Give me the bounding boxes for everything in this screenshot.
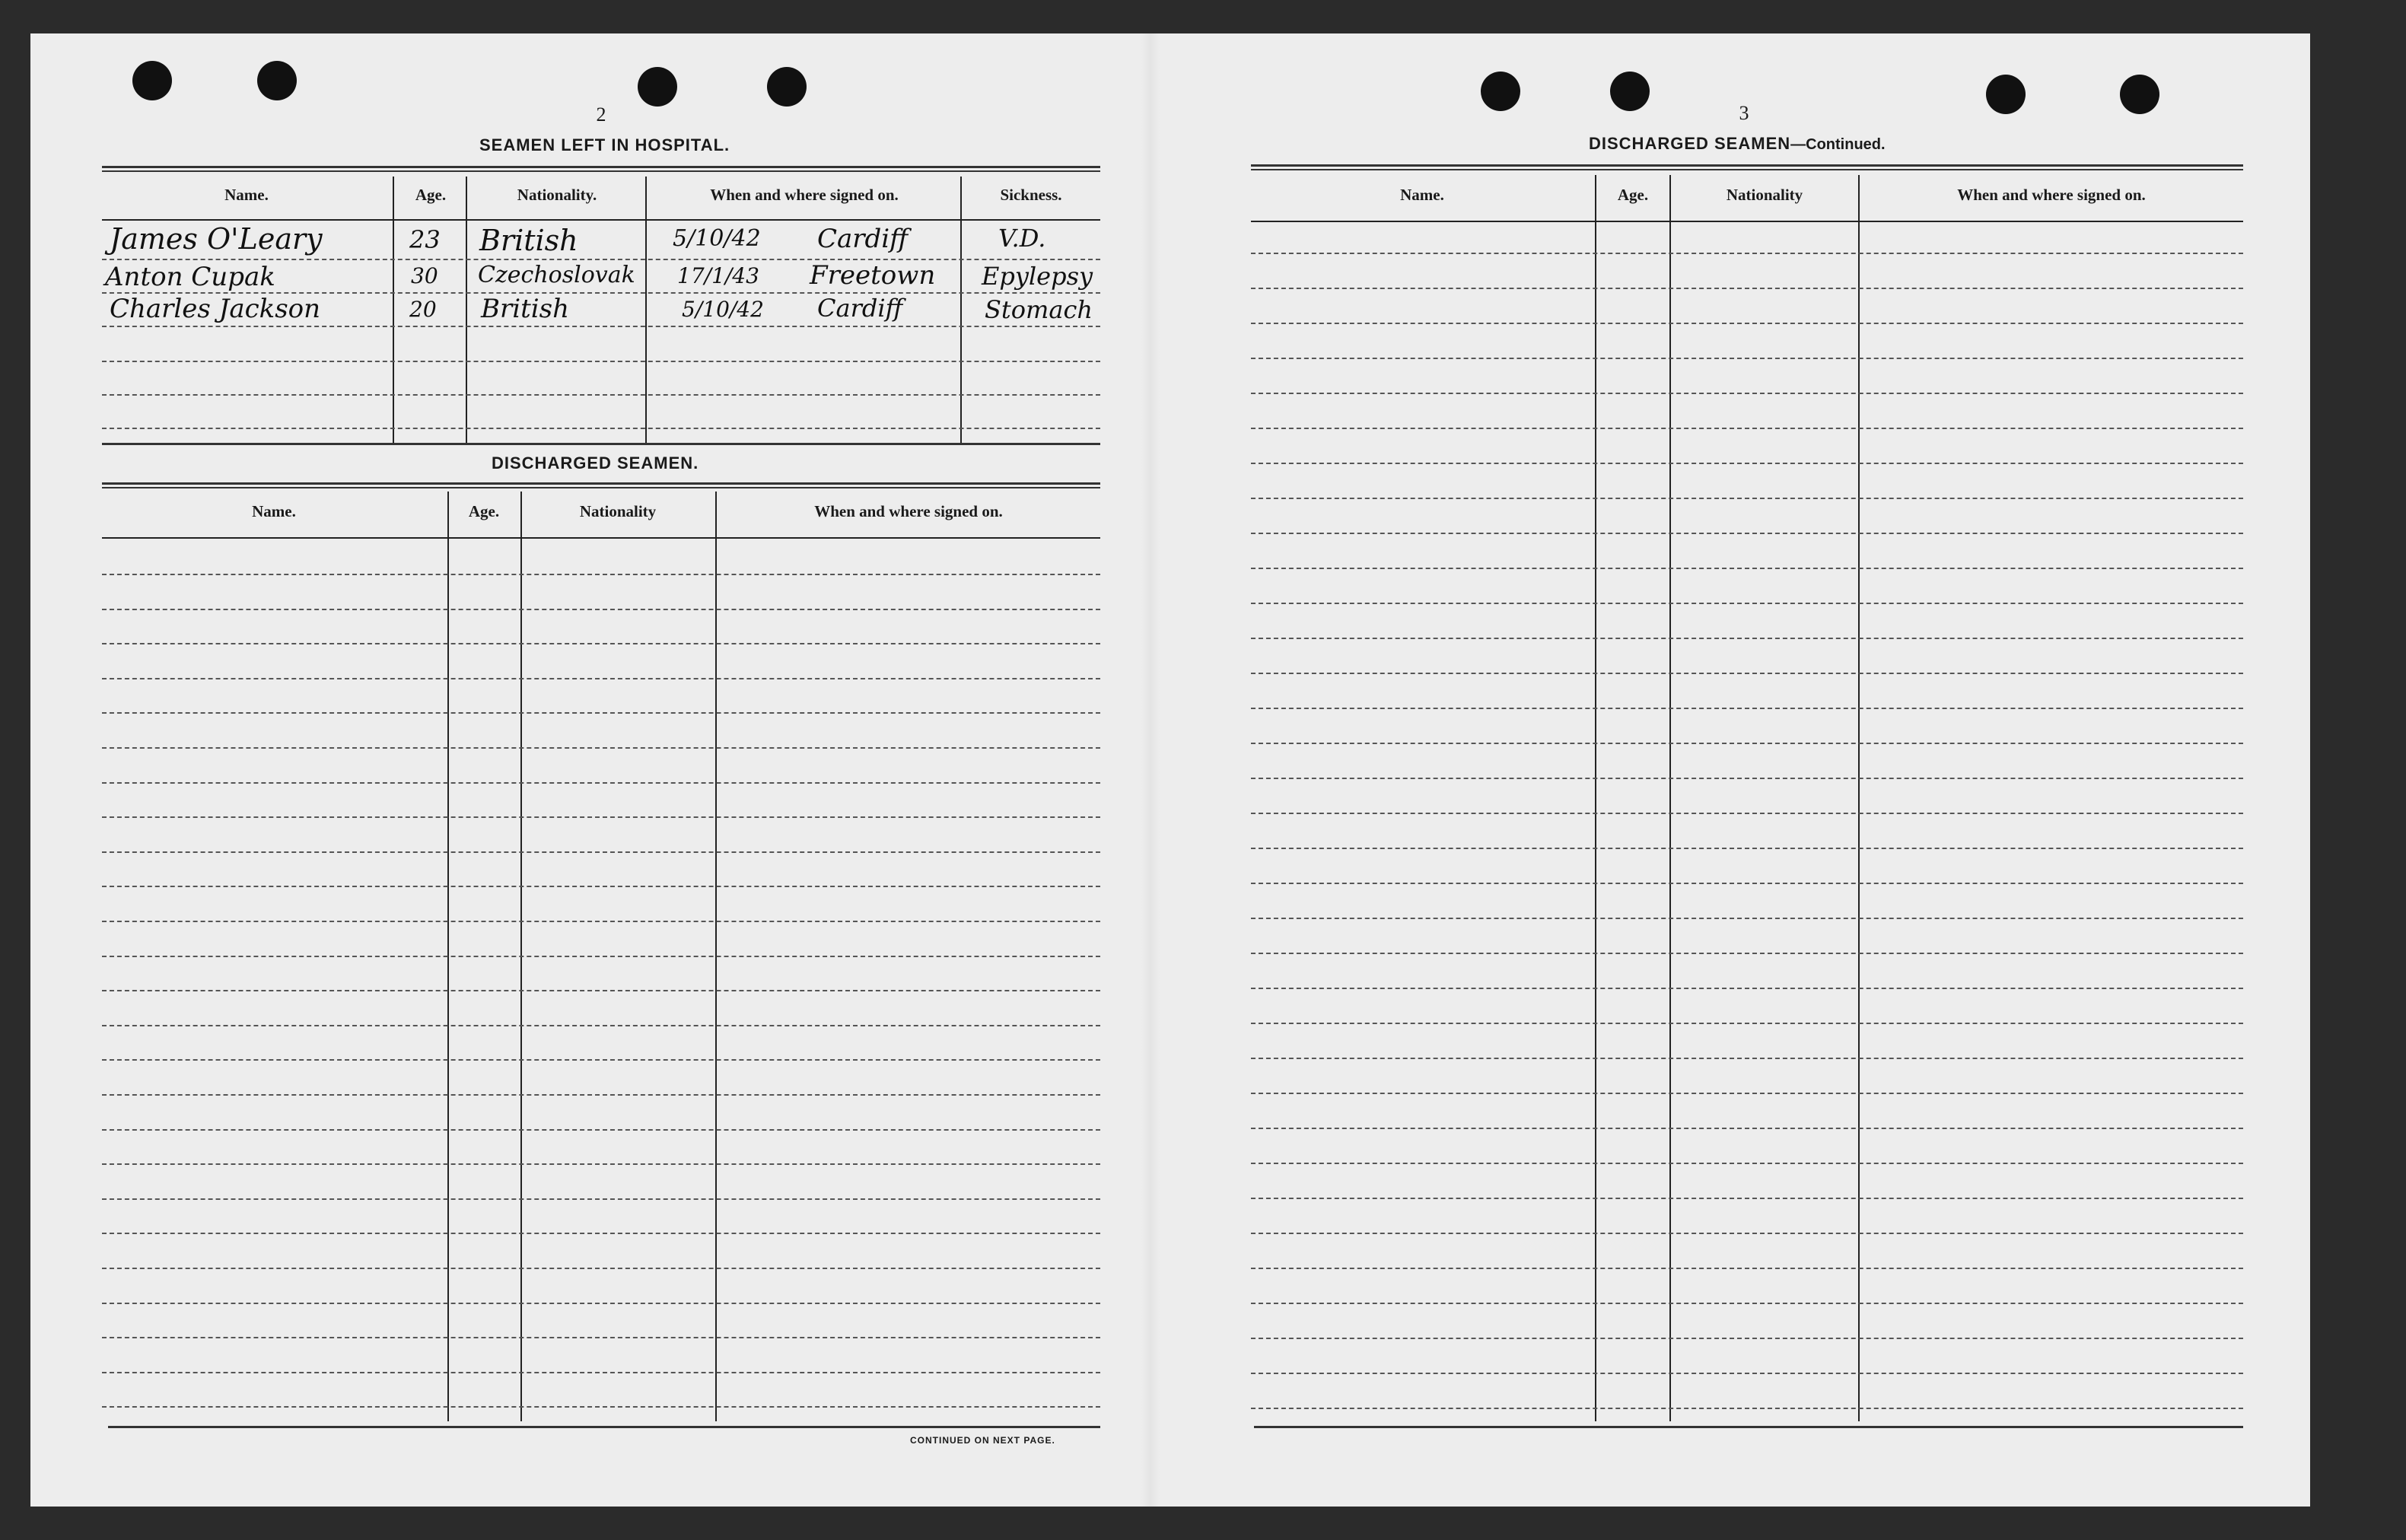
ruled-line	[1251, 1268, 2243, 1269]
entry-nationality: Czechoslovak	[478, 262, 635, 288]
binder-hole	[1986, 75, 2026, 114]
ruled-line	[102, 747, 1100, 749]
ruled-line	[1251, 498, 2243, 499]
ruled-line	[102, 1198, 1100, 1200]
entry-name: Charles Jackson	[110, 294, 321, 324]
ruled-line	[1251, 393, 2243, 394]
entry-place: Cardiff	[817, 224, 909, 254]
entry-date: 5/10/42	[682, 297, 764, 322]
entry-date: 5/10/42	[673, 225, 761, 252]
ruled-line	[102, 609, 1100, 610]
ruled-line	[102, 990, 1100, 991]
ruled-line	[102, 1268, 1100, 1269]
discharged-top-rule	[102, 482, 1100, 488]
binder-hole	[638, 67, 677, 107]
ruled-line	[1251, 568, 2243, 569]
ruled-line	[1251, 813, 2243, 814]
ruled-line	[102, 1163, 1100, 1165]
ruled-line	[1251, 883, 2243, 884]
ruled-line	[102, 851, 1100, 853]
ruled-line	[1251, 673, 2243, 674]
left-page-number: 2	[596, 103, 606, 126]
ruled-line	[1251, 358, 2243, 359]
entry-sickness: Epylepsy	[982, 262, 1093, 291]
ruled-line	[102, 886, 1100, 887]
binder-hole	[1481, 72, 1520, 111]
binder-hole	[132, 61, 172, 100]
ruled-line	[1251, 603, 2243, 604]
ruled-line	[102, 1303, 1100, 1304]
right-title-main: DISCHARGED SEAMEN	[1589, 134, 1791, 153]
col-header-name: Name.	[1400, 186, 1444, 204]
ruled-line	[1251, 708, 2243, 709]
entry-age: 20	[409, 297, 437, 322]
hospital-table	[102, 177, 1100, 443]
ruled-line	[102, 428, 1100, 429]
continued-note: CONTINUED ON NEXT PAGE.	[910, 1435, 1055, 1446]
ruled-line	[102, 1059, 1100, 1061]
col-header-name: Name.	[252, 502, 296, 520]
ruled-line	[1251, 1303, 2243, 1304]
entry-sickness: Stomach	[985, 295, 1093, 324]
ruled-line	[1251, 1408, 2243, 1409]
right-page-number: 3	[1739, 102, 1749, 124]
col-divider	[1595, 175, 1596, 1421]
entry-date: 17/1/43	[677, 263, 759, 288]
ruled-line	[102, 816, 1100, 818]
ruled-line	[1251, 1058, 2243, 1059]
ruled-line	[102, 361, 1100, 362]
col-header-age: Age.	[415, 186, 447, 204]
col-header-nationality: Nationality	[1726, 186, 1803, 204]
header-underline	[102, 537, 1100, 539]
ruled-line	[1251, 428, 2243, 429]
ruled-line	[102, 394, 1100, 396]
entry-name: James O'Leary	[110, 222, 323, 256]
col-header-signed-on: When and where signed on.	[710, 186, 899, 204]
page-fold	[1141, 33, 1160, 1507]
discharged-section-title: DISCHARGED SEAMEN.	[492, 453, 699, 473]
ruled-line	[1251, 323, 2243, 324]
ruled-line	[102, 574, 1100, 575]
right-section-title	[1589, 134, 1886, 154]
ruled-line	[102, 1129, 1100, 1131]
col-header-nationality: Nationality	[579, 502, 657, 520]
ruled-line	[102, 643, 1100, 644]
col-header-age: Age.	[468, 502, 500, 520]
ruled-line	[1251, 1198, 2243, 1199]
binder-hole	[1610, 72, 1650, 111]
discharged-table-right	[1251, 175, 2243, 1421]
ruled-line	[1251, 1163, 2243, 1164]
ruled-line	[1251, 848, 2243, 849]
ruled-line	[1251, 1373, 2243, 1374]
header-underline	[102, 219, 1100, 221]
entry-place: Freetown	[810, 260, 936, 291]
right-bottom-rule	[1254, 1426, 2243, 1428]
col-header-sickness: Sickness.	[1000, 186, 1062, 204]
ruled-line	[102, 326, 1100, 327]
hospital-top-rule	[102, 166, 1100, 172]
ruled-line	[102, 712, 1100, 714]
right-top-rule	[1251, 164, 2243, 170]
entry-nationality: British	[479, 224, 578, 257]
ruled-line	[1251, 1023, 2243, 1024]
entry-age: 30	[411, 263, 438, 288]
col-divider	[1858, 175, 1860, 1421]
ruled-line	[1251, 988, 2243, 989]
col-divider	[1669, 175, 1671, 1421]
ruled-line	[1251, 638, 2243, 639]
ruled-line	[1251, 1128, 2243, 1129]
ruled-line	[1251, 288, 2243, 289]
col-header-nationality: Nationality.	[517, 186, 597, 204]
ruled-line	[1251, 533, 2243, 534]
binder-hole	[767, 67, 807, 107]
col-header-signed-on: When and where signed on.	[1957, 186, 2146, 204]
ruled-line	[1251, 253, 2243, 254]
ruled-line	[102, 956, 1100, 957]
binder-hole	[257, 61, 297, 100]
entry-age: 23	[409, 225, 441, 254]
ruled-line	[102, 1233, 1100, 1234]
ruled-line	[1251, 918, 2243, 919]
ruled-line	[102, 1372, 1100, 1373]
discharged-table-left	[102, 492, 1100, 1421]
hospital-section-title: SEAMEN LEFT IN HOSPITAL.	[479, 135, 730, 154]
col-divider	[466, 177, 467, 443]
ruled-line	[102, 1094, 1100, 1096]
entry-nationality: British	[481, 294, 569, 324]
entry-sickness: V.D.	[998, 224, 1046, 253]
left-bottom-rule	[108, 1426, 1100, 1428]
ruled-line	[102, 1025, 1100, 1026]
col-divider	[393, 177, 394, 443]
ruled-line	[1251, 1233, 2243, 1234]
header-underline	[1251, 221, 2243, 222]
col-header-signed-on: When and where signed on.	[814, 502, 1003, 520]
entry-name: Anton Cupak	[105, 262, 275, 292]
hospital-bottom-rule	[102, 443, 1100, 445]
ruled-line	[102, 259, 1100, 260]
col-divider	[960, 177, 962, 443]
binder-hole	[2120, 75, 2159, 114]
entry-place: Cardiff	[817, 294, 903, 323]
ruled-line	[1251, 778, 2243, 779]
col-divider	[645, 177, 647, 443]
right-title-suffix: —Continued.	[1790, 136, 1886, 153]
ruled-line	[102, 782, 1100, 784]
ruled-line	[102, 921, 1100, 922]
ruled-line	[1251, 743, 2243, 744]
ruled-line	[1251, 1093, 2243, 1094]
ruled-line	[102, 1406, 1100, 1408]
col-header-age: Age.	[1617, 186, 1649, 204]
ruled-line	[1251, 1338, 2243, 1339]
ruled-line	[1251, 953, 2243, 954]
ruled-line	[102, 678, 1100, 679]
ruled-line	[102, 1337, 1100, 1338]
col-header-name: Name.	[224, 186, 269, 204]
ruled-line	[1251, 463, 2243, 464]
